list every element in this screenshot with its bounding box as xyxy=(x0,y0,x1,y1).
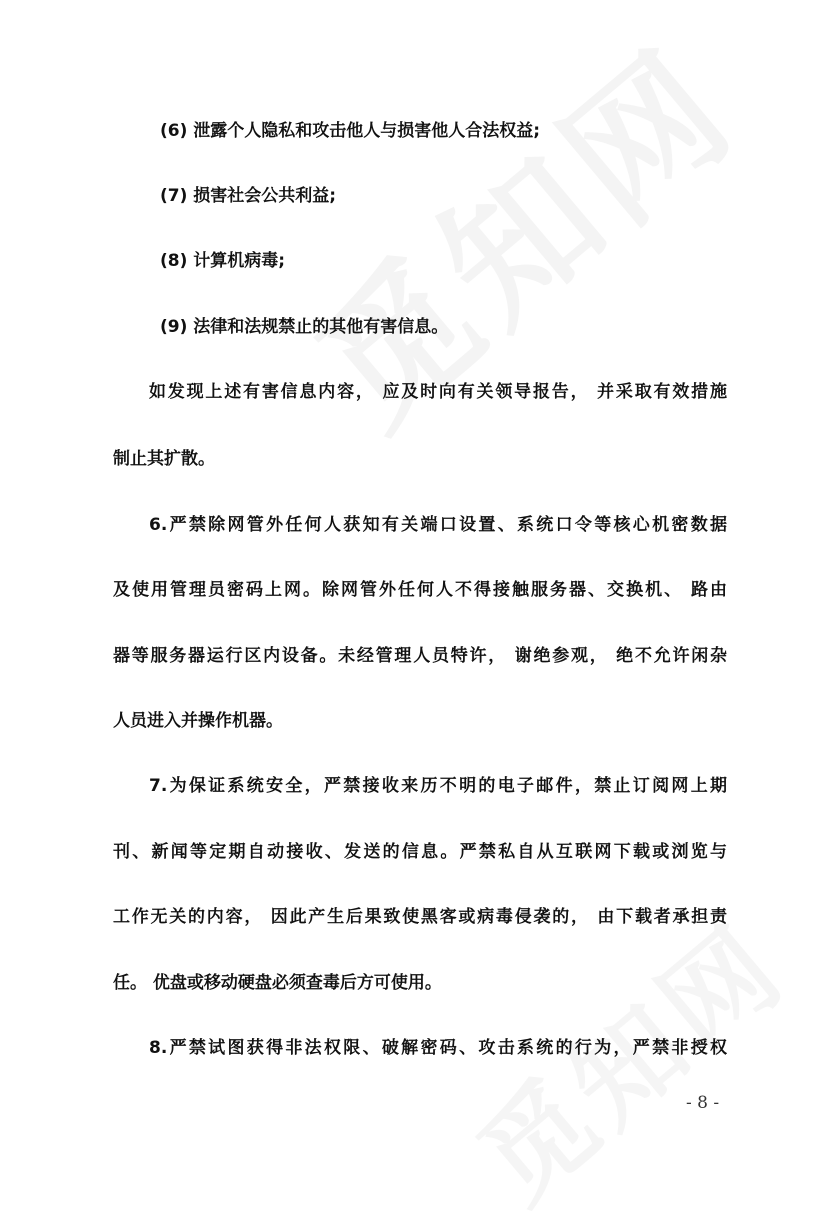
paragraph-line: 8.严禁试图获得非法权限、破解密码、攻击系统的行为，严禁非授权 xyxy=(149,1038,727,1058)
paragraph-line: 如发现上述有害信息内容， 应及时向有关领导报告， 并采取有效措施 xyxy=(149,382,727,402)
paragraph-line: 7.为保证系统安全，严禁接收来历不明的电子邮件，禁止订阅网上期 xyxy=(149,776,727,796)
list-item-9: (9) 法律和法规禁止的其他有害信息。 xyxy=(160,317,449,337)
list-item-7: (7) 损害社会公共利益; xyxy=(160,186,337,206)
paragraph-line: 器等服务器运行区内设备。未经管理人员特许， 谢绝参观， 绝不允许闲杂 xyxy=(113,646,727,666)
page-number: - 8 - xyxy=(686,1093,720,1113)
paragraph-line: 工作无关的内容， 因此产生后果致使黑客或病毒侵袭的， 由下载者承担责 xyxy=(113,907,727,927)
list-item-6: (6) 泄露个人隐私和攻击他人与损害他人合法权益; xyxy=(160,121,541,141)
paragraph-line: 任。 优盘或移动硬盘必须查毒后方可使用。 xyxy=(113,973,442,993)
paragraph-line: 人员进入并操作机器。 xyxy=(113,711,283,731)
paragraph-line: 6.严禁除网管外任何人获知有关端口设置、系统口令等核心机密数据 xyxy=(149,515,727,535)
paragraph-line: 制止其扩散。 xyxy=(113,449,215,469)
list-item-8: (8) 计算机病毒; xyxy=(160,251,286,271)
paragraph-line: 及使用管理员密码上网。除网管外任何人不得接触服务器、交换机、 路由 xyxy=(113,580,727,600)
paragraph-line: 刊、新闻等定期自动接收、发送的信息。严禁私自从互联网下载或浏览与 xyxy=(113,842,727,862)
